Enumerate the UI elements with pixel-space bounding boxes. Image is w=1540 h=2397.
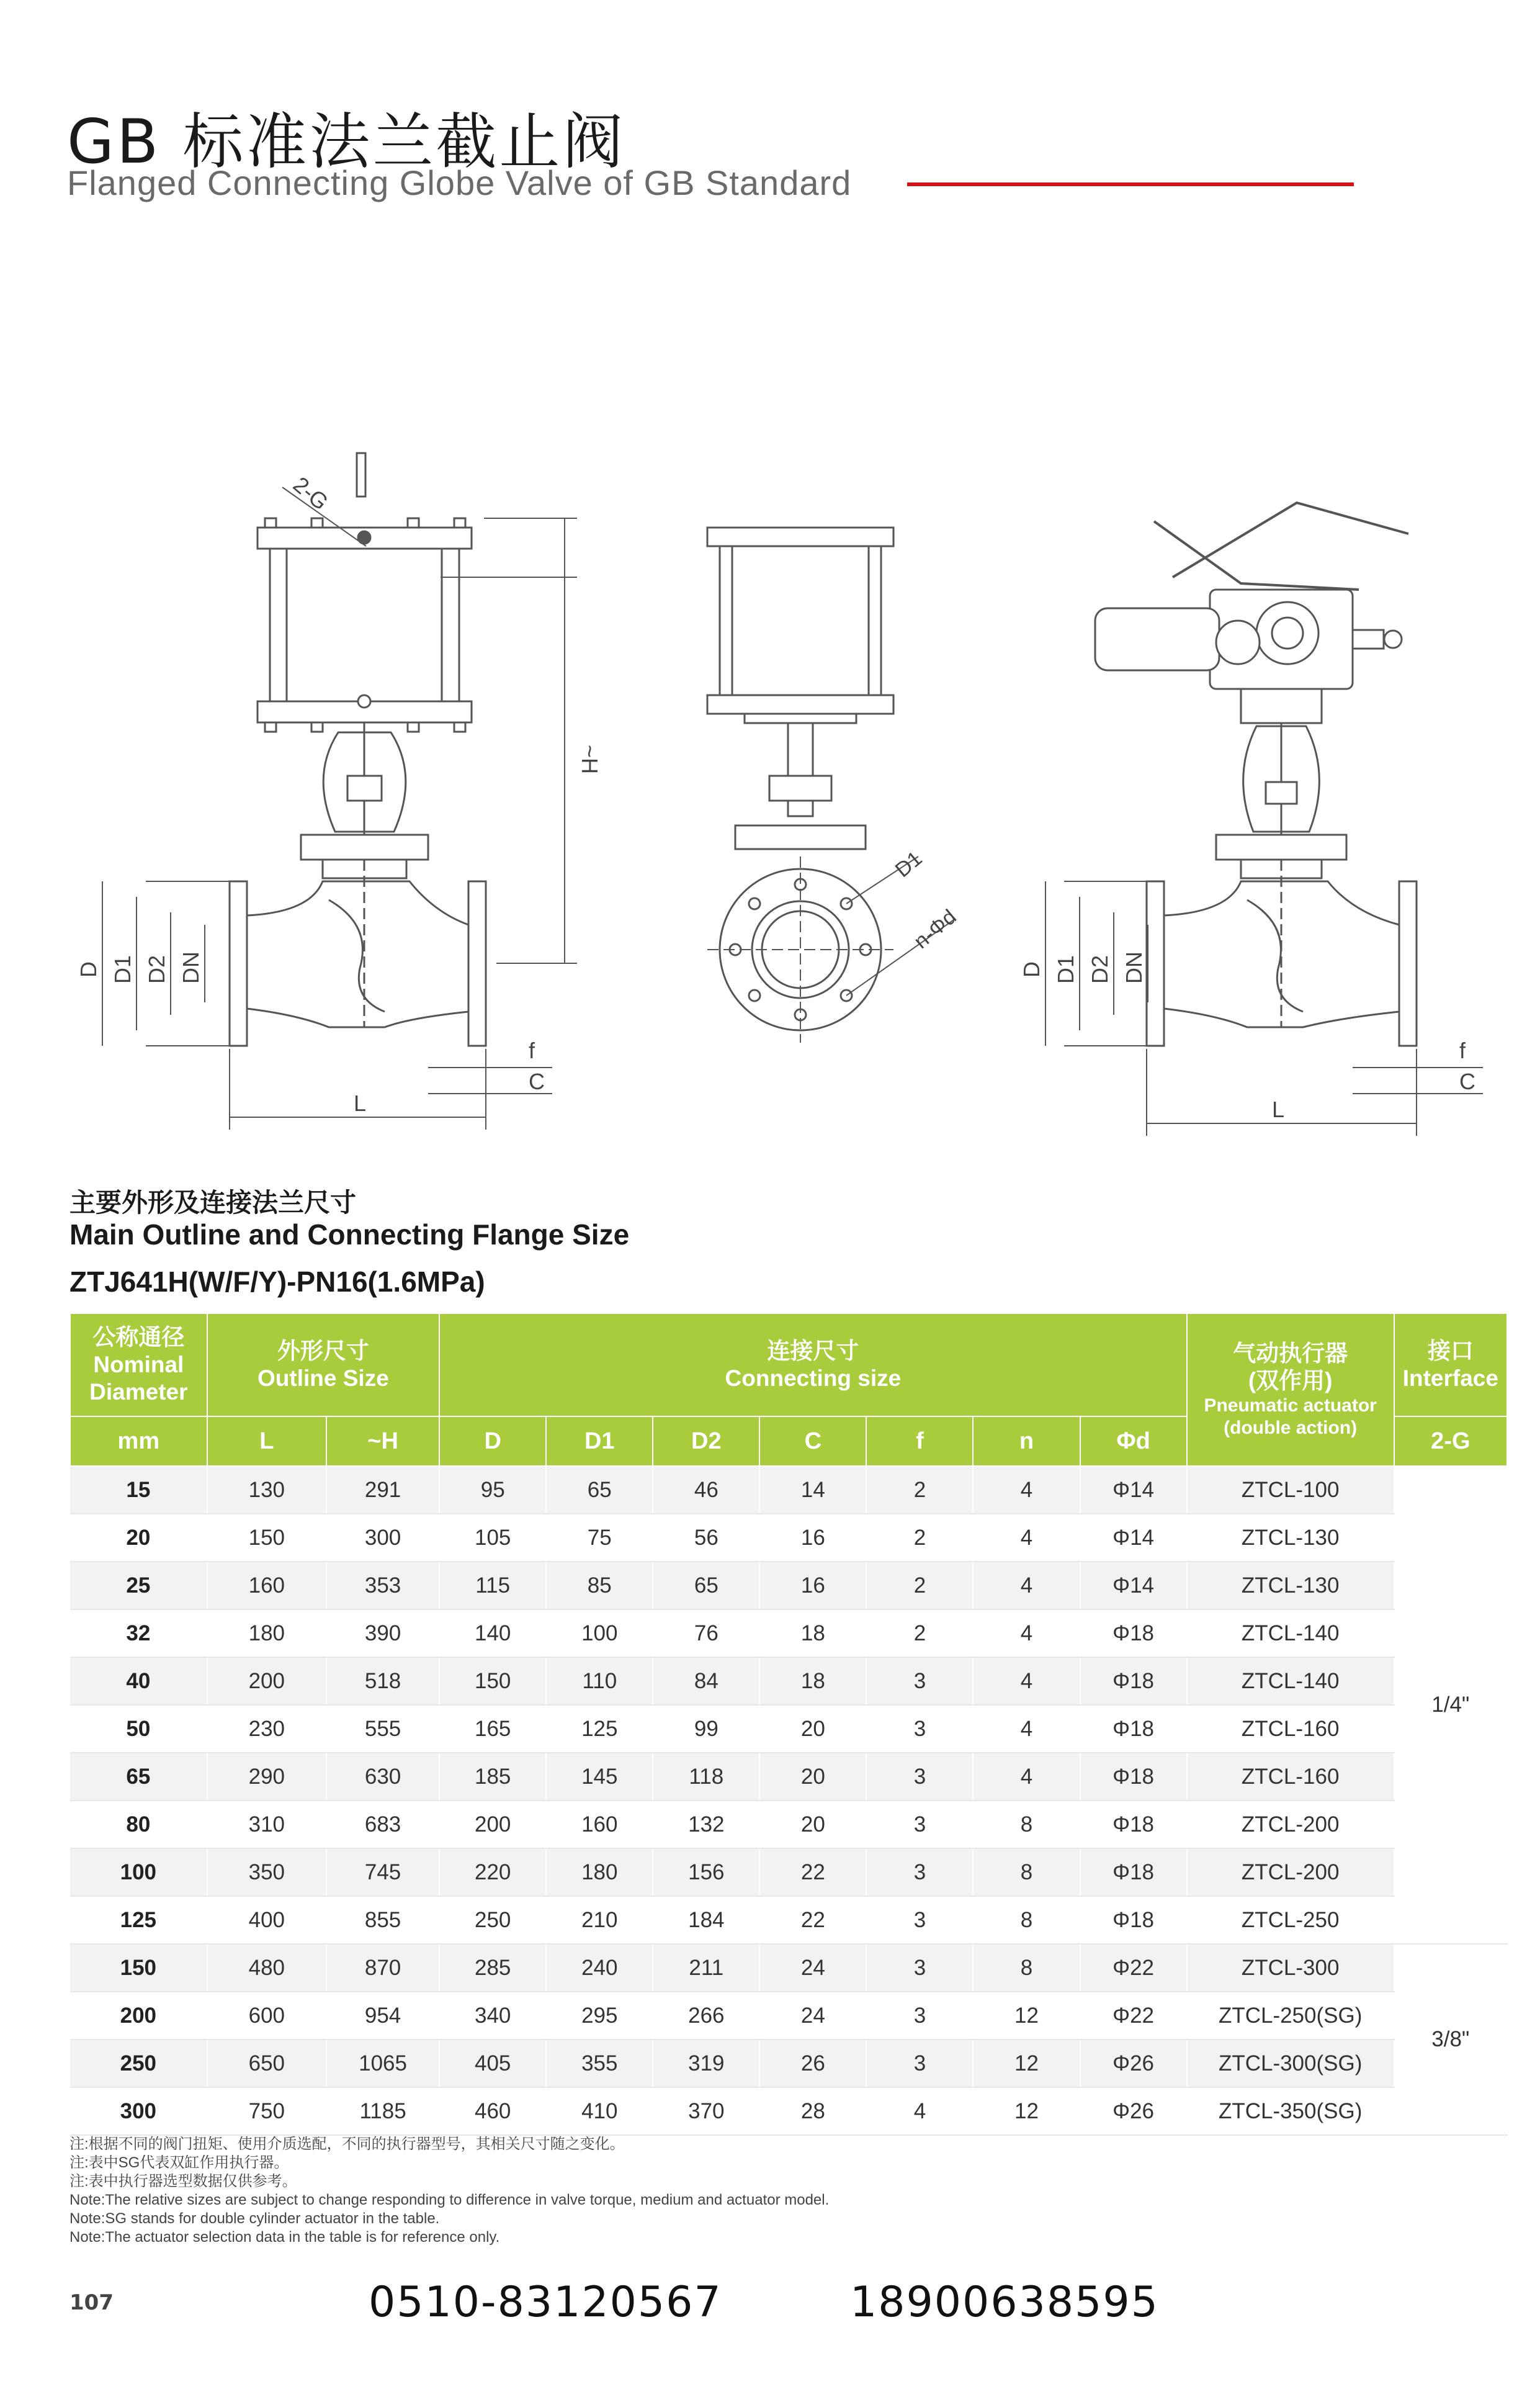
table-cell: 200: [207, 1657, 326, 1705]
table-cell: 8: [973, 1848, 1080, 1896]
table-cell: ZTCL-350(SG): [1187, 2087, 1394, 2135]
table-cell: 24: [759, 1992, 866, 2039]
table-row: [70, 1944, 1507, 1992]
table-cell: 295: [546, 1992, 653, 2039]
table-row: [70, 2039, 1507, 2087]
table-cell: 683: [326, 1801, 439, 1848]
table-cell: 954: [326, 1992, 439, 2039]
table-cell: 291: [326, 1466, 439, 1514]
header-actuator: 气动执行器 (双作用) Pneumatic actuator (double action): [1187, 1313, 1394, 1466]
table-cell: 2: [866, 1609, 973, 1657]
table-cell: Φ18: [1080, 1896, 1187, 1944]
table-cell: 85: [546, 1562, 653, 1609]
table-row: [70, 1514, 1507, 1562]
table-cell: 555: [326, 1705, 439, 1753]
table-cell: 310: [207, 1801, 326, 1848]
title-divider: [907, 182, 1354, 186]
table-cell: 8: [973, 1801, 1080, 1848]
label-d: D: [76, 961, 101, 978]
table-cell: 460: [439, 2087, 546, 2135]
table-cell: 40: [70, 1657, 207, 1705]
table-cell: 185: [439, 1753, 546, 1801]
table-cell: Φ18: [1080, 1657, 1187, 1705]
table-cell: 480: [207, 1944, 326, 1992]
table-cell: 400: [207, 1896, 326, 1944]
table-cell: 150: [207, 1514, 326, 1562]
table-row: [70, 1705, 1507, 1753]
table-cell: ZTCL-160: [1187, 1753, 1394, 1801]
subheader-f: f: [866, 1416, 973, 1466]
label-d1-right: D1: [1053, 955, 1078, 984]
label-d2-right: D2: [1087, 955, 1112, 984]
table-row: [70, 1657, 1507, 1705]
table-row: [70, 1609, 1507, 1657]
table-cell: ZTCL-250: [1187, 1896, 1394, 1944]
table-cell: 25: [70, 1562, 207, 1609]
label-f: f: [529, 1038, 535, 1063]
table-cell: 200: [439, 1801, 546, 1848]
table-cell: 211: [653, 1944, 759, 1992]
table-cell: 125: [70, 1896, 207, 1944]
table-row: [70, 2087, 1507, 2135]
table-cell: 2: [866, 1466, 973, 1514]
table-cell: 160: [207, 1562, 326, 1609]
table-cell: 75: [546, 1514, 653, 1562]
subheader-c: C: [759, 1416, 866, 1466]
table-cell: 160: [546, 1801, 653, 1848]
table-cell: 3: [866, 1944, 973, 1992]
table-cell: 220: [439, 1848, 546, 1896]
table-cell: 99: [653, 1705, 759, 1753]
table-row: [70, 1562, 1507, 1609]
table-cell: 600: [207, 1992, 326, 2039]
table-cell: 80: [70, 1801, 207, 1848]
table-cell: ZTCL-200: [1187, 1801, 1394, 1848]
table-cell: 3: [866, 1753, 973, 1801]
table-cell: Φ18: [1080, 1848, 1187, 1896]
table-cell: ZTCL-200: [1187, 1848, 1394, 1896]
table-cell: 46: [653, 1466, 759, 1514]
subheader-mm: mm: [70, 1416, 207, 1466]
phone-number: 0510-83120567: [369, 2278, 722, 2327]
table-cell: 3: [866, 1848, 973, 1896]
table-cell: Φ22: [1080, 1944, 1187, 1992]
table-cell: 156: [653, 1848, 759, 1896]
table-cell: 145: [546, 1753, 653, 1801]
table-cell: Φ18: [1080, 1609, 1187, 1657]
table-cell: 115: [439, 1562, 546, 1609]
table-cell: 650: [207, 2039, 326, 2087]
table-cell: 56: [653, 1514, 759, 1562]
table-row: [70, 1801, 1507, 1848]
table-cell: 3: [866, 1801, 973, 1848]
table-cell: 4: [973, 1609, 1080, 1657]
table-cell: 250: [70, 2039, 207, 2087]
label-c-right: C: [1459, 1069, 1475, 1094]
model-code: ZTJ641H(W/F/Y)-PN16(1.6MPa): [69, 1266, 485, 1298]
label-d2: D2: [144, 955, 169, 984]
table-cell: 250: [439, 1896, 546, 1944]
table-cell: 65: [546, 1466, 653, 1514]
table-cell: ZTCL-250(SG): [1187, 1992, 1394, 2039]
table-cell: Φ14: [1080, 1514, 1187, 1562]
table-cell: 518: [326, 1657, 439, 1705]
label-d-right: D: [1019, 961, 1044, 978]
table-cell: 745: [326, 1848, 439, 1896]
table-cell: 1185: [326, 2087, 439, 2135]
label-side-d1: D1: [890, 847, 927, 883]
table-cell: 14: [759, 1466, 866, 1514]
table-cell: 150: [70, 1944, 207, 1992]
table-cell: Φ18: [1080, 1801, 1187, 1848]
label-side-nd: n-Φd: [909, 904, 961, 954]
table-cell: 32: [70, 1609, 207, 1657]
table-cell: 150: [439, 1657, 546, 1705]
table-cell: 125: [546, 1705, 653, 1753]
front-view-electric: [1045, 503, 1483, 1136]
valve-diagram: [62, 428, 1508, 1154]
table-cell: 95: [439, 1466, 546, 1514]
table-row: [70, 1848, 1507, 1896]
table-cell: 4: [973, 1514, 1080, 1562]
table-cell: 118: [653, 1753, 759, 1801]
table-cell: 8: [973, 1944, 1080, 1992]
notes: [69, 2135, 829, 2247]
subheader-phid: Φd: [1080, 1416, 1187, 1466]
table-cell: 18: [759, 1657, 866, 1705]
table-cell: 76: [653, 1609, 759, 1657]
table-cell: 285: [439, 1944, 546, 1992]
table-cell: 870: [326, 1944, 439, 1992]
table-cell: 300: [326, 1514, 439, 1562]
table-cell: 4: [973, 1562, 1080, 1609]
interface-cell: 1/4": [1394, 1466, 1507, 1944]
label-f-right: f: [1459, 1038, 1466, 1063]
table-cell: 20: [759, 1753, 866, 1801]
subheader-h: ~H: [326, 1416, 439, 1466]
table-cell: 20: [759, 1801, 866, 1848]
table-cell: 855: [326, 1896, 439, 1944]
table-cell: 84: [653, 1657, 759, 1705]
table-cell: 100: [70, 1848, 207, 1896]
subheader-2g: 2-G: [1394, 1416, 1507, 1466]
table-cell: Φ22: [1080, 1992, 1187, 2039]
table-cell: 22: [759, 1848, 866, 1896]
table-cell: 4: [973, 1657, 1080, 1705]
table-cell: 2: [866, 1514, 973, 1562]
table-cell: 184: [653, 1896, 759, 1944]
table-cell: 130: [207, 1466, 326, 1514]
page-title: GB 标准法兰截止阀: [67, 107, 626, 178]
note-line: Note:The actuator selection data in the table is for reference only.: [69, 2229, 500, 2246]
table-cell: ZTCL-160: [1187, 1705, 1394, 1753]
spec-table: [69, 1313, 1508, 2136]
table-cell: 65: [653, 1562, 759, 1609]
header-outline: 外形尺寸 Outline Size: [207, 1313, 440, 1416]
interface-cell: 3/8": [1394, 1944, 1507, 2135]
table-cell: 26: [759, 2039, 866, 2087]
table-cell: 370: [653, 2087, 759, 2135]
note-line: Note:SG stands for double cylinder actuator in the table.: [69, 2210, 440, 2227]
table-cell: 353: [326, 1562, 439, 1609]
subheader-n: n: [973, 1416, 1080, 1466]
table-cell: 240: [546, 1944, 653, 1992]
table-cell: ZTCL-140: [1187, 1609, 1394, 1657]
table-cell: 8: [973, 1896, 1080, 1944]
table-cell: 180: [546, 1848, 653, 1896]
table-cell: 140: [439, 1609, 546, 1657]
note-line: 注:表中SG代表双缸作用执行器。: [69, 2154, 289, 2171]
table-row: [70, 1992, 1507, 2039]
table-cell: 15: [70, 1466, 207, 1514]
table-cell: 410: [546, 2087, 653, 2135]
table-cell: 18: [759, 1609, 866, 1657]
table-cell: 300: [70, 2087, 207, 2135]
table-cell: 180: [207, 1609, 326, 1657]
label-2g: 2-G: [288, 471, 334, 515]
table-row: [70, 1896, 1507, 1944]
table-cell: 3: [866, 2039, 973, 2087]
subheader-d: D: [439, 1416, 546, 1466]
section-title-cn: 主要外形及连接法兰尺寸: [69, 1187, 357, 1218]
table-cell: 28: [759, 2087, 866, 2135]
table-cell: 355: [546, 2039, 653, 2087]
table-cell: 4: [973, 1753, 1080, 1801]
table-cell: 50: [70, 1705, 207, 1753]
page-number: 107: [69, 2290, 114, 2315]
table-cell: 230: [207, 1705, 326, 1753]
table-cell: 16: [759, 1514, 866, 1562]
table-cell: 390: [326, 1609, 439, 1657]
table-cell: Φ14: [1080, 1562, 1187, 1609]
table-cell: Φ26: [1080, 2039, 1187, 2087]
table-cell: 319: [653, 2039, 759, 2087]
table-row: [70, 1466, 1507, 1514]
table-cell: 3: [866, 1896, 973, 1944]
note-line: Note:The relative sizes are subject to change responding to difference in valve torque, medium and actuator model.: [69, 2192, 830, 2208]
table-cell: 1065: [326, 2039, 439, 2087]
table-cell: 200: [70, 1992, 207, 2039]
table-cell: 12: [973, 2087, 1080, 2135]
spec-table-body: [70, 1466, 1507, 2135]
label-l: L: [354, 1091, 367, 1116]
table-cell: 165: [439, 1705, 546, 1753]
table-cell: ZTCL-300(SG): [1187, 2039, 1394, 2087]
table-cell: 12: [973, 1992, 1080, 2039]
table-cell: ZTCL-130: [1187, 1562, 1394, 1609]
subheader-l: L: [207, 1416, 326, 1466]
header-nominal: 公称通径 Nominal Diameter: [70, 1313, 207, 1416]
table-cell: 266: [653, 1992, 759, 2039]
subheader-d2: D2: [653, 1416, 759, 1466]
table-cell: Φ26: [1080, 2087, 1187, 2135]
note-line: 注:根据不同的阀门扭矩、使用介质选配，不同的执行器型号，其相关尺寸随之变化。: [69, 2136, 625, 2152]
table-cell: ZTCL-140: [1187, 1657, 1394, 1705]
table-cell: 3: [866, 1657, 973, 1705]
table-cell: 630: [326, 1753, 439, 1801]
table-cell: Φ14: [1080, 1466, 1187, 1514]
table-cell: Φ18: [1080, 1753, 1187, 1801]
label-dn-right: DN: [1121, 951, 1147, 984]
label-c: C: [529, 1069, 545, 1094]
table-cell: 3: [866, 1705, 973, 1753]
page-subtitle: Flanged Connecting Globe Valve of GB Standard: [67, 163, 852, 202]
table-cell: 16: [759, 1562, 866, 1609]
table-cell: 20: [759, 1705, 866, 1753]
table-cell: 105: [439, 1514, 546, 1562]
label-l-right: L: [1272, 1097, 1285, 1122]
label-height: ~H: [577, 745, 602, 775]
note-line: 注:表中执行器选型数据仅供参考。: [69, 2173, 297, 2190]
table-cell: 4: [973, 1466, 1080, 1514]
table-cell: ZTCL-300: [1187, 1944, 1394, 1992]
header-connecting: 连接尺寸 Connecting size: [439, 1313, 1186, 1416]
table-cell: 110: [546, 1657, 653, 1705]
table-cell: 12: [973, 2039, 1080, 2087]
table-cell: 20: [70, 1514, 207, 1562]
section-title-en: Main Outline and Connecting Flange Size: [69, 1218, 630, 1251]
table-cell: 405: [439, 2039, 546, 2087]
table-cell: 4: [973, 1705, 1080, 1753]
table-cell: 350: [207, 1848, 326, 1896]
header-interface: 接口 Interface: [1394, 1313, 1507, 1416]
table-cell: 750: [207, 2087, 326, 2135]
mobile-number: 18900638595: [850, 2278, 1159, 2327]
table-cell: 65: [70, 1753, 207, 1801]
table-cell: Φ18: [1080, 1705, 1187, 1753]
label-dn: DN: [178, 951, 204, 984]
table-cell: 340: [439, 1992, 546, 2039]
table-cell: 4: [866, 2087, 973, 2135]
table-cell: 24: [759, 1944, 866, 1992]
side-view-pneumatic: [707, 528, 956, 1043]
table-row: [70, 1753, 1507, 1801]
table-cell: 290: [207, 1753, 326, 1801]
table-cell: ZTCL-100: [1187, 1466, 1394, 1514]
table-cell: ZTCL-130: [1187, 1514, 1394, 1562]
table-cell: 210: [546, 1896, 653, 1944]
label-d1: D1: [110, 955, 135, 984]
table-cell: 100: [546, 1609, 653, 1657]
table-cell: 3: [866, 1992, 973, 2039]
table-cell: 22: [759, 1896, 866, 1944]
table-cell: 132: [653, 1801, 759, 1848]
table-cell: 2: [866, 1562, 973, 1609]
subheader-d1: D1: [546, 1416, 653, 1466]
front-view-pneumatic: [102, 453, 577, 1130]
